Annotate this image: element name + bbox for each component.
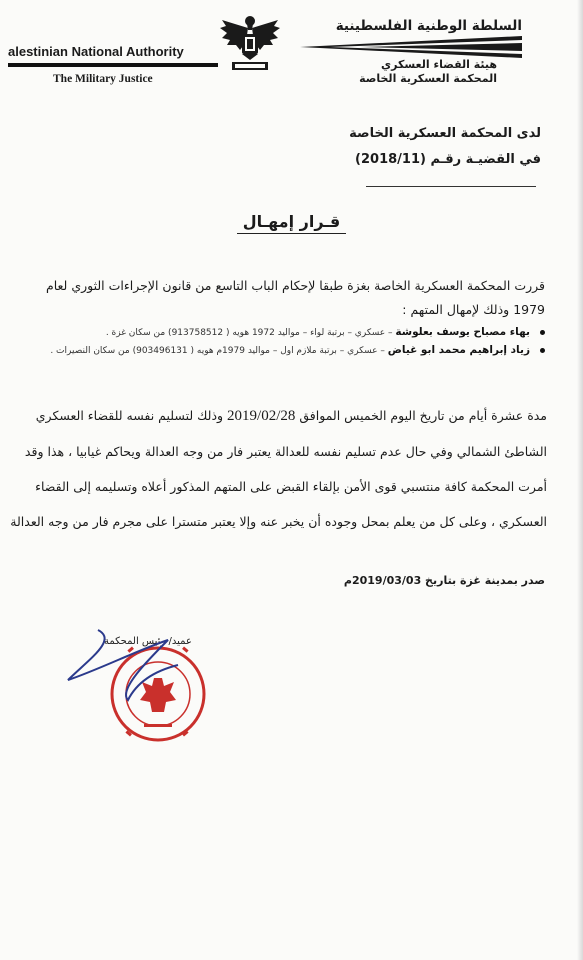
header-band-graphic — [300, 36, 522, 58]
english-department: The Military Justice — [53, 73, 153, 85]
body-text-pre: مدة عشرة أيام من تاريخ اليوم الخميس الموافق — [295, 408, 547, 423]
header-rule — [8, 63, 218, 67]
case-label: في القضيـة رقـم — [430, 152, 541, 167]
document-title-text: قـرار إمهـال — [237, 212, 346, 234]
header-band — [300, 36, 522, 58]
accused-name: زياد إبراهيم محمد ابو غياض — [387, 344, 530, 356]
court-name: لدى المحكمة العسكرية الخاصة — [349, 126, 541, 141]
case-underline — [366, 186, 536, 187]
accused-details: – عسكري – برتبة لواء – مواليد 1972 هويه ( 913758512) من سكان غزة . — [105, 328, 396, 338]
deadline-date: 2019/02/28 — [227, 408, 296, 424]
intro-paragraph: قررت المحكمة العسكرية الخاصة بغزة طبقا لإحكام الباب التاسع من قانون الإجراءات الثوري لعام 1979 وذلك لإمهال المتهم : — [45, 278, 545, 317]
case-number-line — [355, 152, 541, 167]
arabic-authority: السلطة الوطنية الفلسطينية — [335, 18, 522, 34]
accused-name: بهاء مصباح يوسف بعلوشة — [395, 326, 530, 338]
accused-item — [45, 326, 545, 338]
body-text-post: وذلك لتسليم نفسه للقضاء العسكري الشاطئ الشمالي وفي حال عدم تسليم نفسه للعدالة يعتبر فار من وجه العدالة ويحاكم غيابيا ، هذا وقد أمرت المحكمة كافة منتسبي قوى الأمن بإلقاء القبض على المتهم المذكور أعلاه وتسليمه إلى القضاء العسكري ، وعلى كل من يعلم بمحل وجوده أن يخبر عنه وإلا يعتبر متسترا على مجرم فار من وجه العدالة — [10, 408, 547, 529]
court-stamp-icon — [58, 620, 218, 760]
body-paragraph — [7, 398, 547, 539]
document-title — [0, 212, 583, 231]
arabic-court: المحكمة العسكرية الخاصة — [359, 72, 497, 85]
arabic-header — [300, 18, 522, 86]
english-authority: alestinian National Authority — [8, 44, 184, 59]
english-header — [8, 44, 203, 85]
issue-date: صدر بمدينة غزة بتاريخ 2019/03/03م — [343, 574, 545, 587]
signature-label: عميد/ رئيس المحكمة — [104, 636, 192, 647]
arabic-department: هيئة القضاء العسكري — [381, 58, 497, 71]
accused-item — [45, 344, 545, 356]
bullet-icon — [540, 330, 545, 335]
page-edge — [577, 0, 583, 960]
bullet-icon — [540, 348, 545, 353]
accused-details: – عسكري – برتبة ملازم اول – مواليد 1979م هويه ( 903496131) من سكان النصيرات . — [50, 346, 388, 356]
eagle-emblem-icon — [218, 12, 282, 74]
case-number: (2018/11) — [355, 152, 426, 167]
